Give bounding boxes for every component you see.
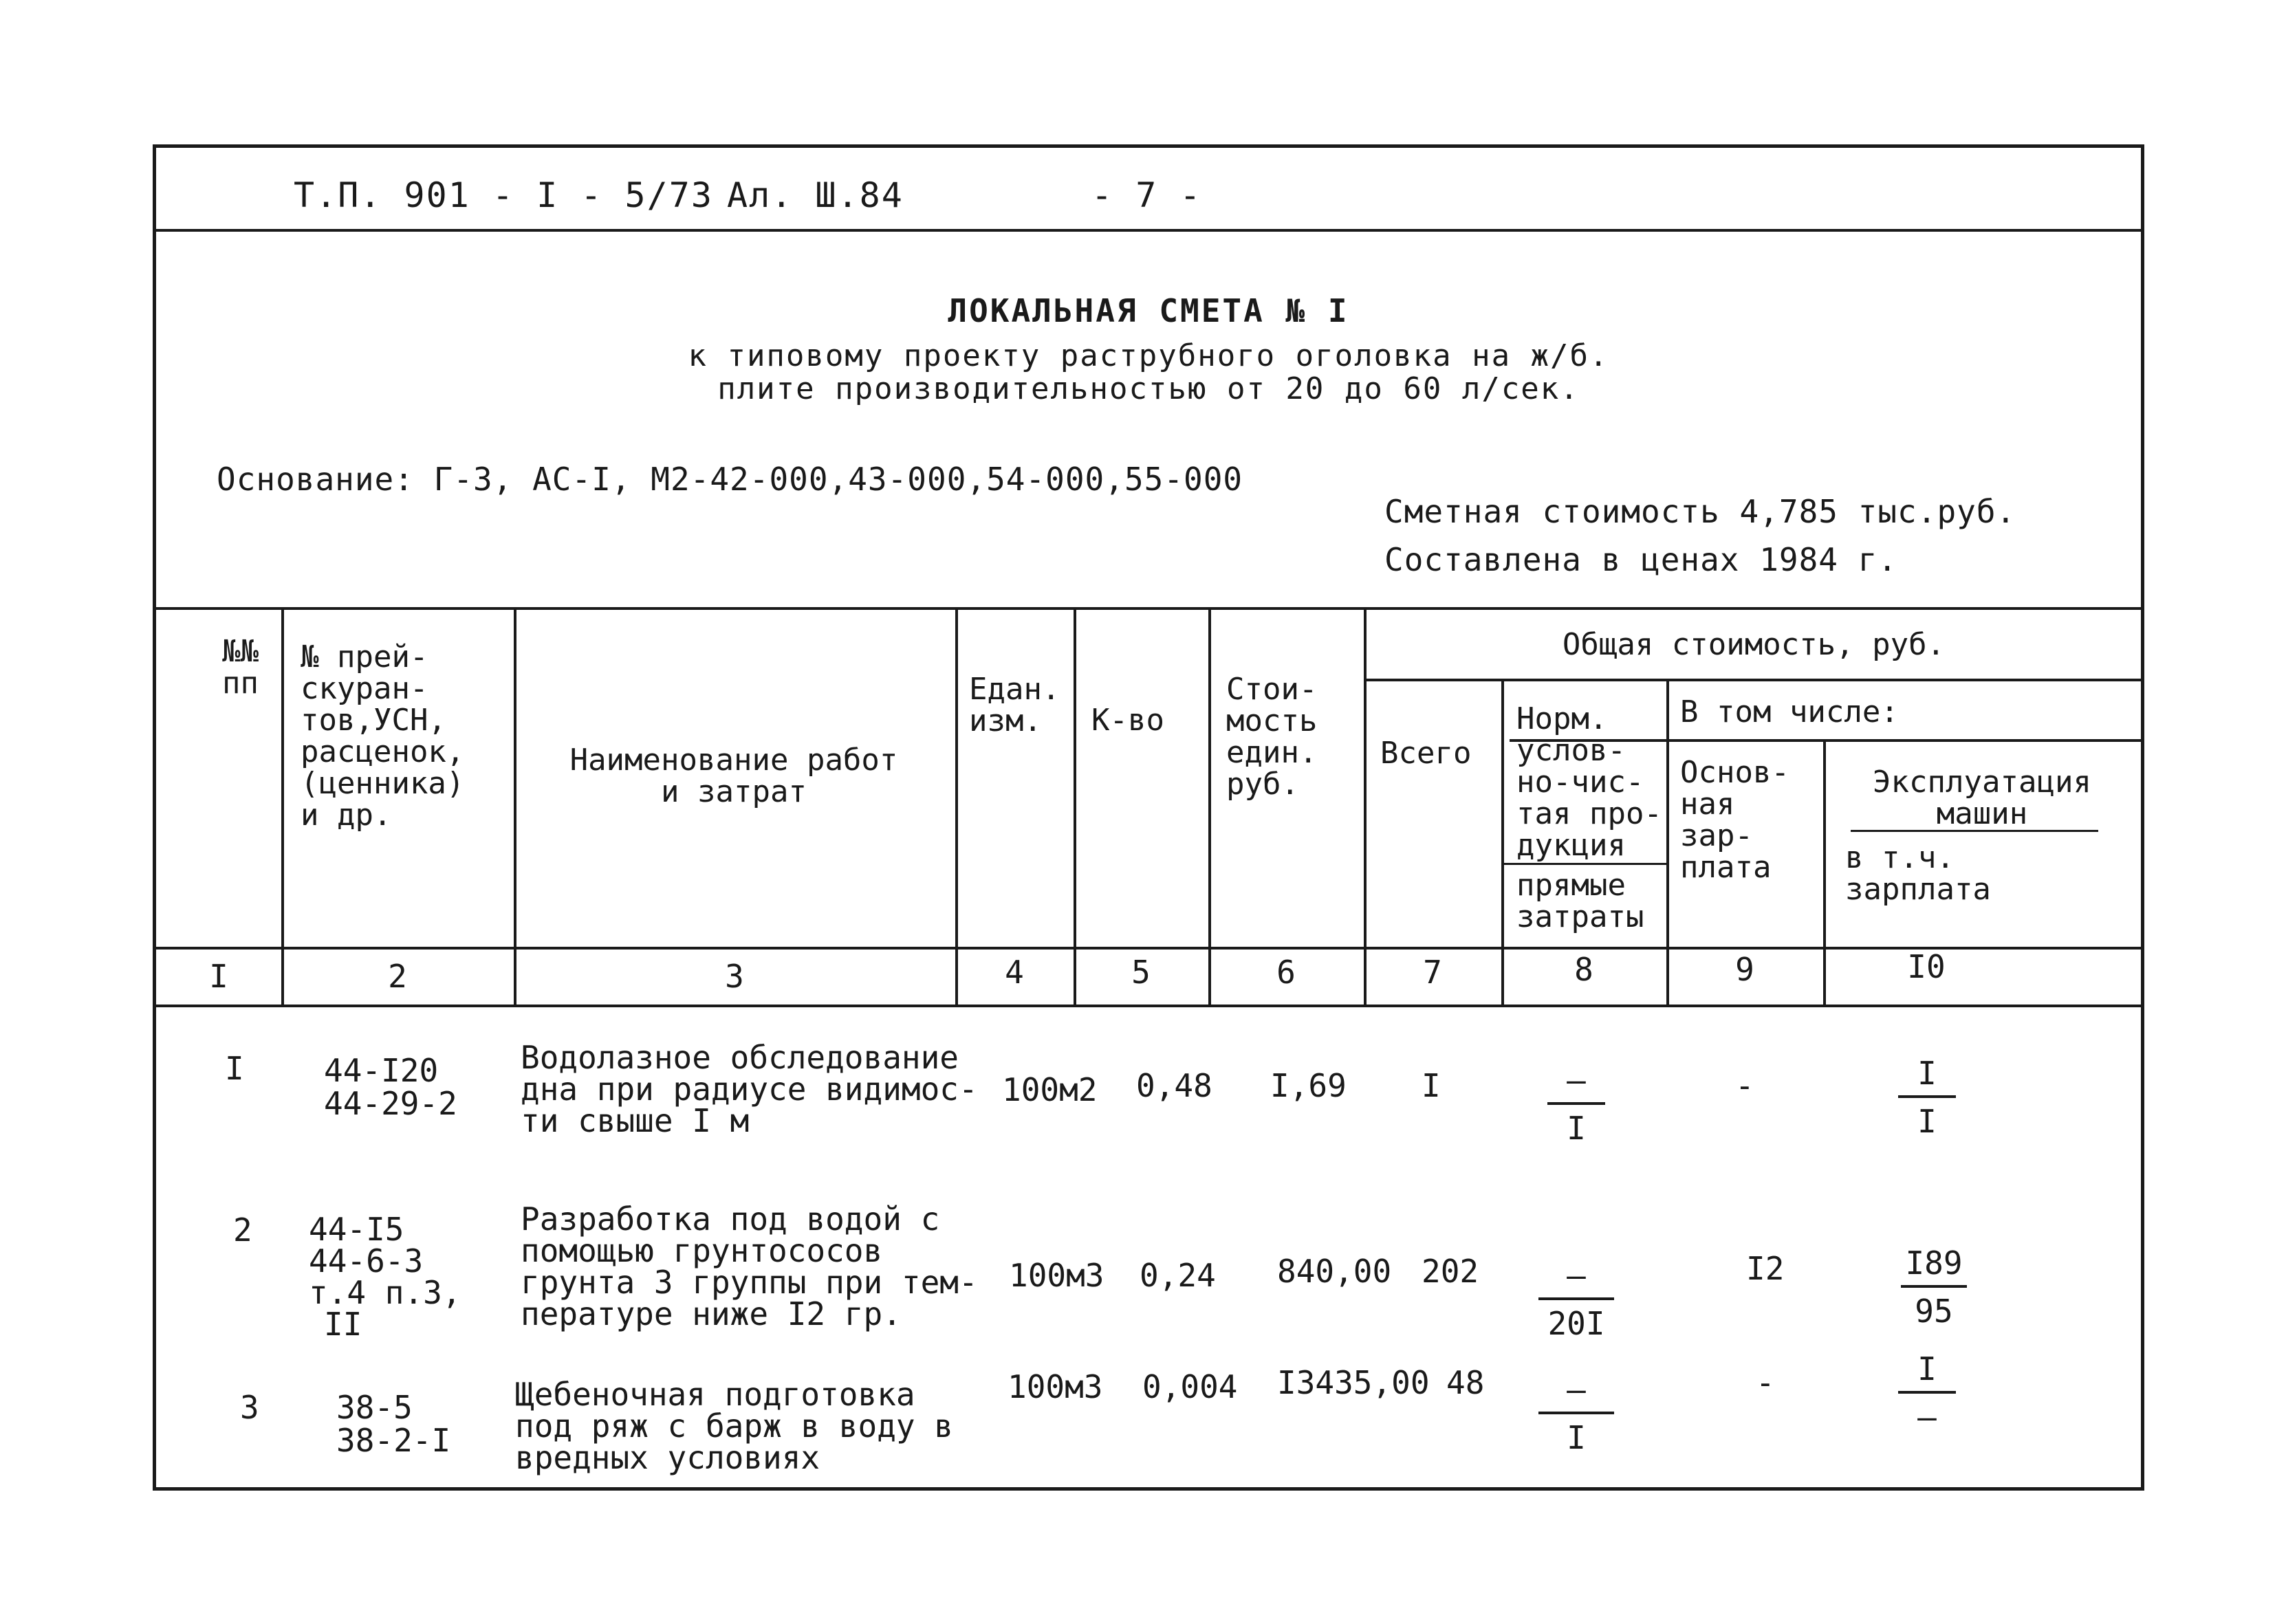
header-col10-bottom: в т.ч. зарплата bbox=[1845, 840, 1991, 907]
row1-qty: 0,48 bbox=[1136, 1067, 1212, 1104]
header-col10-top: Эксплуатация машин bbox=[1873, 765, 2091, 831]
header-col8-bottom: прямые затраты bbox=[1516, 868, 1644, 934]
row2-codes: 44-I5 44-6-3 т.4 п.3, II bbox=[309, 1211, 461, 1343]
row1-col10: I I bbox=[1889, 1054, 1965, 1141]
col-number-7: 7 bbox=[1423, 954, 1442, 991]
header-col9: Основ- ная зар- плата bbox=[1680, 755, 1789, 885]
col8-split bbox=[1504, 863, 1666, 865]
album-number: Ал. Ш.84 bbox=[727, 175, 904, 215]
col-line-1 bbox=[281, 607, 284, 1007]
header-col8-top: Норм. услов- но-чис- тая про- дукция bbox=[1516, 701, 1662, 863]
row3-unit-cost: I3435,00 bbox=[1277, 1364, 1430, 1401]
document-code: Т.П. 901 - I - 5/73 bbox=[294, 175, 713, 215]
header-col2: № прей- скуран- тов,УСН, расценок, (ценника) и др. bbox=[301, 639, 465, 833]
estimated-cost: Сметная стоимость 4,785 тыс.руб. bbox=[1384, 493, 2016, 530]
col-number-1: I bbox=[209, 958, 228, 995]
col-line-3 bbox=[955, 607, 958, 1007]
row1-name: Водолазное обследование дна при радиусе видимос- ти свыше I м bbox=[521, 1039, 978, 1139]
row1-col9: - bbox=[1735, 1067, 1754, 1104]
row3-col9: - bbox=[1756, 1364, 1775, 1401]
row3-unit: 100м3 bbox=[1008, 1368, 1103, 1405]
col-number-6: 6 bbox=[1276, 954, 1296, 991]
col-number-4: 4 bbox=[1005, 954, 1024, 991]
header-col7: Всего bbox=[1380, 736, 1472, 771]
row1-total: I bbox=[1422, 1067, 1441, 1104]
col-number-10: I0 bbox=[1907, 948, 1946, 985]
prices-year: Составлена в ценах 1984 г. bbox=[1384, 541, 1898, 578]
row3-name: Щебеночная подготовка под ряж с барж в воду в вредных условиях bbox=[515, 1376, 953, 1476]
row1-unit: 100м2 bbox=[1002, 1071, 1098, 1108]
col-line-5 bbox=[1208, 607, 1211, 1007]
row2-unit-cost: 840,00 bbox=[1277, 1253, 1392, 1290]
header-col4: Едан. изм. bbox=[969, 672, 1060, 738]
header-total-group: Общая стоимость, руб. bbox=[1562, 627, 1946, 662]
header-incl-group: В том числе: bbox=[1680, 694, 1899, 729]
row1-col8: – I bbox=[1538, 1061, 1614, 1148]
estimate-sheet bbox=[153, 144, 2144, 1491]
col-number-8: 8 bbox=[1574, 951, 1593, 988]
col-line-6 bbox=[1364, 607, 1367, 1007]
estimate-subtitle-line2: плите производительностью от 20 до 60 л/сек. bbox=[717, 371, 1580, 406]
row1-number: I bbox=[225, 1050, 244, 1087]
col-line-4 bbox=[1074, 607, 1076, 1007]
col-line-2 bbox=[514, 607, 516, 1007]
row2-qty: 0,24 bbox=[1140, 1257, 1216, 1294]
row3-qty: 0,004 bbox=[1142, 1368, 1238, 1405]
row3-total: 48 bbox=[1446, 1364, 1485, 1401]
col-number-3: 3 bbox=[725, 958, 744, 995]
row2-name: Разработка под водой с помощью грунтососов грунта 3 группы при тем- пературе ниже I2 гр. bbox=[521, 1200, 978, 1332]
row1-unit-cost: I,69 bbox=[1270, 1067, 1347, 1104]
header-divider bbox=[156, 229, 2141, 232]
row3-number: 3 bbox=[240, 1389, 259, 1426]
row2-col9: I2 bbox=[1746, 1250, 1785, 1287]
row1-codes: 44-I20 44-29-2 bbox=[324, 1052, 457, 1122]
header-col1: №№ пп bbox=[222, 634, 259, 701]
col-number-9: 9 bbox=[1735, 951, 1754, 988]
basis-line: Основание: Г-3, АС-I, М2-42-000,43-000,54-000,55-000 bbox=[217, 461, 1243, 498]
row2-total: 202 bbox=[1422, 1253, 1479, 1290]
estimate-title: ЛОКАЛЬНАЯ СМЕТА № I bbox=[948, 292, 1349, 329]
row2-unit: 100м3 bbox=[1009, 1257, 1104, 1294]
col-number-2: 2 bbox=[388, 958, 407, 995]
row3-col8: – I bbox=[1532, 1370, 1621, 1457]
col-number-5: 5 bbox=[1131, 954, 1151, 991]
header-col6: Стои- мость един. руб. bbox=[1226, 672, 1318, 802]
row3-codes: 38-5 38-2-I bbox=[336, 1389, 451, 1459]
row3-col10: I – bbox=[1889, 1350, 1965, 1436]
table-top-border bbox=[156, 607, 2141, 610]
colnum-bottom-border bbox=[156, 1005, 2141, 1007]
header-col5: К-во bbox=[1091, 703, 1164, 738]
row2-number: 2 bbox=[233, 1211, 252, 1249]
estimate-subtitle-line1: к типовому проекту раструбного оголовка на ж/б. bbox=[688, 338, 1609, 373]
row2-col8: – 20I bbox=[1532, 1256, 1621, 1343]
page-number: - 7 - bbox=[1091, 175, 1202, 215]
row2-col10: I89 95 bbox=[1889, 1244, 1979, 1330]
total-group-divider bbox=[1367, 679, 2141, 681]
header-col3: Наименование работ и затрат bbox=[569, 743, 898, 809]
